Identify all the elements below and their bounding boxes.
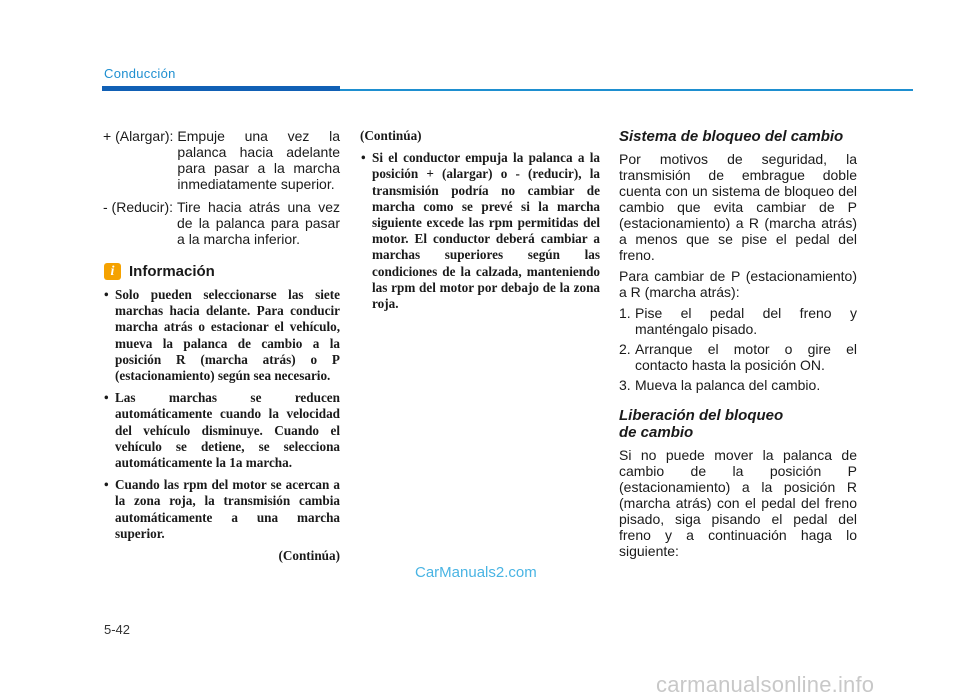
shift-instructions-intro: Para cambiar de P (estacionamiento) a R (marcha atrás): [619,268,857,300]
release-paragraph: Si no puede mover la palanca de cambio de la posición P (estacionamiento) a la posición R (marcha atrás) con el pedal del freno pisado, siga pisando el pedal del freno y a continuación haga lo siguiente: [619,447,857,559]
watermark[interactable]: CarManuals2.com [415,564,537,581]
column-left [103,128,340,564]
page-number: 5-42 [104,622,131,637]
list-item: • Las marchas se reducen automáticamente cuando la velocidad del vehículo disminuye. Cuando el vehículo se detiene, se selecciona automáticamente la 1a marcha. [103,390,340,471]
info-icon: i [104,263,121,280]
list-item: • Cuando las rpm del motor se acercan a la zona roja, la transmisión cambia automáticamente a una marcha superior. [103,477,340,542]
column-middle [360,128,600,318]
list-item: 3. Mueva la palanca del cambio. [619,377,821,393]
info-bullet-list [103,287,340,542]
shift-lock-paragraph: Por motivos de seguridad, la transmisión de embrague doble cuenta con un sistema de bloqueo del cambio que evita cambiar de P (estacionamiento) a R (marcha atrás) a menos que se pise el pedal del freno. [619,151,857,263]
header-bar-dark [102,86,340,91]
reducir-term: - (Reducir): [103,199,174,215]
reducir-text: Tire hacia atrás una vez de la palanca para pasar a la marcha inferior. [177,199,340,247]
alargar-term: + (Alargar): [103,128,174,144]
footer-url[interactable]: carmanualsonline.info [656,672,875,697]
continued-bullet-list [360,150,600,312]
list-item: • Si el conductor empuja la palanca a la posición + (alargar) o - (reducir), la transmisión podría no cambiar de marcha como se prevé si la marcha siguiente excede las rpm permitidas del motor. El conductor deberá cambiar a marchas superiores según las condiciones de la calzada, manteniendo las rpm del motor por debajo de la zona roja. [360,150,600,312]
reducir-definition [103,199,340,247]
alargar-definition [103,128,340,192]
list-item: 1. Pise el pedal del freno y manténgalo pisado. [619,305,857,337]
list-item: • Solo pueden seleccionarse las siete marchas hacia delante. Para conducir marcha atrás o estacionar el vehículo, mueva la palanca de cambio a la posición R (marcha atrás) o P (estacionamiento) según sea necesario. [103,287,340,384]
shift-steps-list [619,305,857,393]
shift-lock-heading: Sistema de bloqueo del cambio [619,128,844,145]
continued-note: (Continúa) [278,548,340,564]
release-heading: Liberación del bloqueo de cambio [619,407,784,441]
header-rule [340,89,913,91]
info-title: Información [129,263,215,280]
info-header [103,263,340,280]
continued-heading: (Continúa) [360,128,422,143]
list-item: 2. Arranque el motor o gire el contacto hasta la posición ON. [619,341,857,373]
column-right [619,128,857,564]
alargar-text: Empuje una vez la palanca hacia adelante para pasar a la marcha inmediatamente superior. [177,128,340,192]
section-title: Conducción [104,66,176,81]
